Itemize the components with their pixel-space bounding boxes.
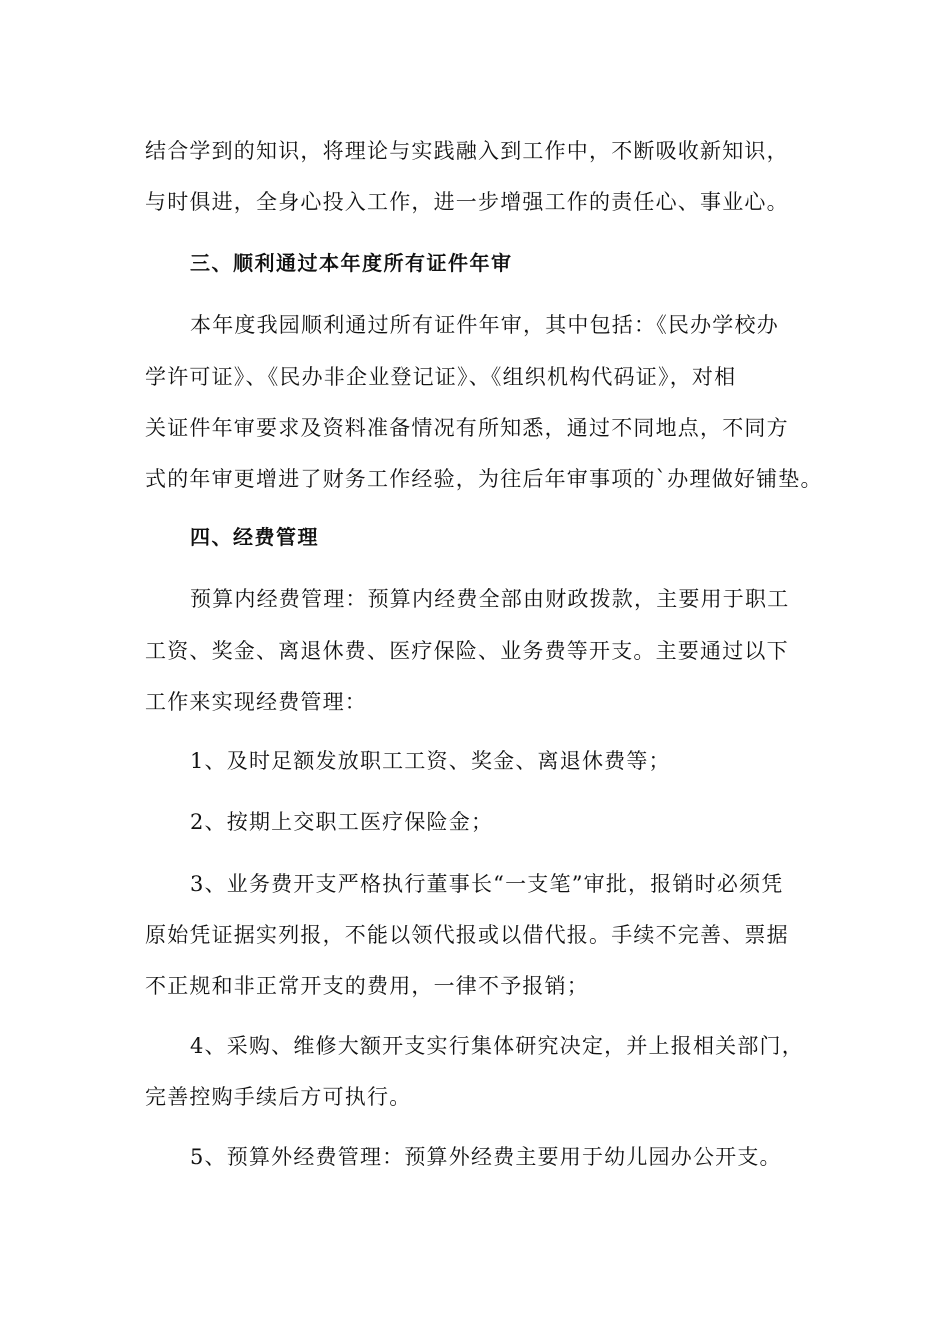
list-item-4: 4、采购、维修大额开支实行集体研究决定，并上报相关部门， xyxy=(190,1034,804,1058)
list-item-2: 2、按期上交职工医疗保险金； xyxy=(190,810,494,834)
paragraph-line: 原始凭证据实列报，不能以领代报或以借代报。手续不完善、票据 xyxy=(145,923,789,947)
paragraph-line: 结合学到的知识，将理论与实践融入到工作中，不断吸收新知识， xyxy=(145,139,789,163)
paragraph-line: 学许可证》、《民办非企业登记证》、《组织机构代码证》，对相 xyxy=(145,365,737,389)
list-item-3: 3、业务费开支严格执行董事长“一支笔”审批，报销时必须凭 xyxy=(190,872,784,896)
paragraph-line: 预算内经费管理：预算内经费全部由财政拨款，主要用于职工 xyxy=(190,587,790,611)
list-item-1: 1、及时足额发放职工工资、奖金、离退休费等； xyxy=(190,749,671,773)
paragraph-line: 与时俱进，全身心投入工作，进一步增强工作的责任心、事业心。 xyxy=(145,190,789,214)
paragraph-line: 工作来实现经费管理： xyxy=(145,690,367,714)
paragraph-line: 关证件年审要求及资料准备情况有所知悉，通过不同地点，不同方 xyxy=(145,416,789,440)
paragraph-line: 工资、奖金、离退休费、医疗保险、业务费等开支。主要通过以下 xyxy=(145,639,789,663)
paragraph-line: 不正规和非正常开支的费用，一律不予报销； xyxy=(145,974,589,998)
section-heading-4: 四、经费管理 xyxy=(190,525,319,549)
paragraph-line: 本年度我园顺利通过所有证件年审，其中包括：《民办学校办 xyxy=(190,313,779,337)
list-item-5: 5、预算外经费管理：预算外经费主要用于幼儿园办公开支。 xyxy=(190,1145,782,1169)
paragraph-line: 式的年审更增进了财务工作经验，为往后年审事项的`办理做好铺垫。 xyxy=(145,467,823,491)
section-heading-3: 三、顺利通过本年度所有证件年审 xyxy=(190,251,513,275)
paragraph-line: 完善控购手续后方可执行。 xyxy=(145,1085,412,1109)
